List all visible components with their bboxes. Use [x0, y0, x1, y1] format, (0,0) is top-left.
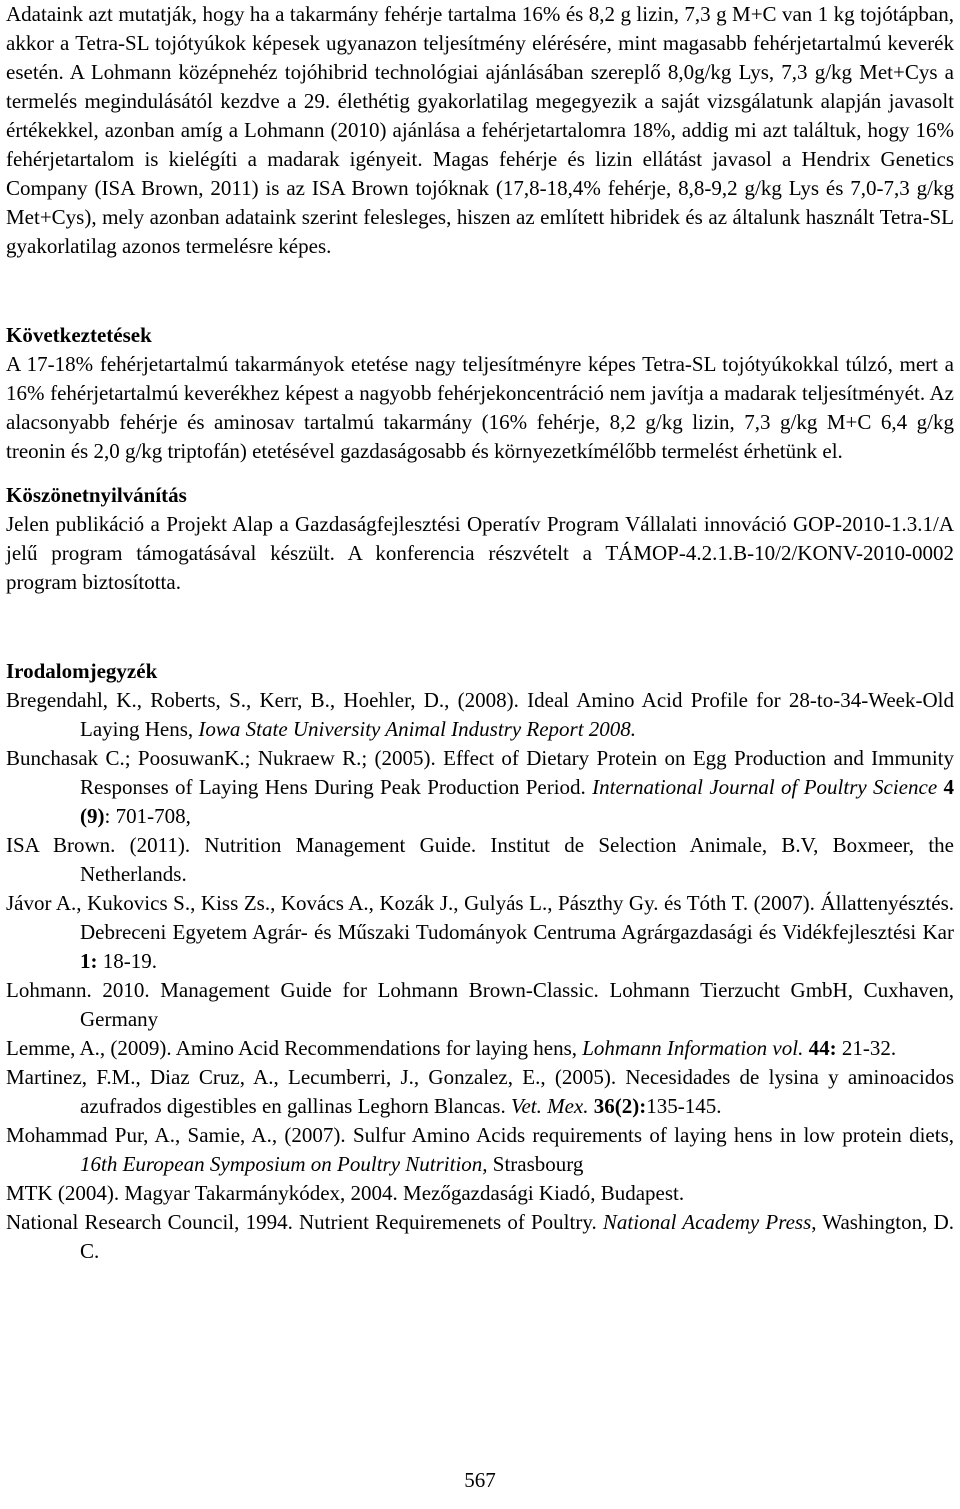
- reference-item: Martinez, F.M., Diaz Cruz, A., Lecumberri, J., Gonzalez, E., (2005). Necesidades de lysina y aminoacidos azufrados digestibles en gallinas Leghorn Blancas. Vet. Mex. 36(2):135-145.: [6, 1065, 954, 1118]
- references-heading: Irodalomjegyzék: [6, 659, 158, 683]
- reference-item: Lemme, A., (2009). Amino Acid Recommendations for laying hens, Lohmann Information vol. 44: 21-32.: [6, 1036, 897, 1060]
- acknowledgements-text: Jelen publikáció a Projekt Alap a Gazdaságfejlesztési Operatív Program Vállalati innováció GOP-2010-1.3.1/A jelű program támogatásával készült. A konferencia részvételt a TÁMOP-4.2.1.B-10/2/KONV-2010-0002 program biztosította.: [6, 512, 954, 594]
- conclusions-text: A 17-18% fehérjetartalmú takarmányok etetése nagy teljesítményre képes Tetra-SL tojótyúkokkal túlzó, mert a 16% fehérjetartalmú keverékhez képest a nagyobb fehérjekoncentráció nem javítja a madarak teljesítményét. Az alacsonyabb fehérje és aminosav tartalmú takarmány (16% fehérje, 8,2 g/kg lizin, 7,3 g/kg M+C 6,4 g/kg treonin és 2,0 g/kg triptofán) etetésével gazdaságosabb és környezetkímélőbb termelést érhetünk el.: [6, 352, 954, 463]
- reference-item: Bunchasak C.; PoosuwanK.; Nukraew R.; (2005). Effect of Dietary Protein on Egg Production and Immunity Responses of Laying Hens During Peak Production Period. International Journal of Poultry Science 4 (9): 701-708,: [6, 746, 955, 828]
- reference-item: MTK (2004). Magyar Takarmánykódex, 2004. Mezőgazdasági Kiadó, Budapest.: [6, 1181, 685, 1205]
- reference-item: National Research Council, 1994. Nutrient Requiremenets of Poultry. National Academy Press, Washington, D. C.: [6, 1210, 954, 1263]
- conclusions-heading: Következtetések: [6, 323, 152, 347]
- reference-item: Bregendahl, K., Roberts, S., Kerr, B., Hoehler, D., (2008). Ideal Amino Acid Profile for 28-to-34-Week-Old Laying Hens, Iowa State University Animal Industry Report 2008.: [6, 688, 954, 741]
- reference-item: Mohammad Pur, A., Samie, A., (2007). Sulfur Amino Acids requirements of laying hens in low protein diets, 16th European Symposium on Poultry Nutrition, Strasbourg: [6, 1123, 954, 1176]
- acknowledgements-heading: Köszönetnyilvánítás: [6, 483, 187, 507]
- page-number: 567: [464, 1468, 496, 1492]
- reference-item: Lohmann. 2010. Management Guide for Lohmann Brown-Classic. Lohmann Tierzucht GmbH, Cuxhaven, Germany: [6, 978, 954, 1031]
- reference-item: Jávor A., Kukovics S., Kiss Zs., Kovács A., Kozák J., Gulyás L., Pászthy Gy. és Tóth T. (2007). Állattenyésztés. Debreceni Egyetem Agrár- és Műszaki Tudományok Centruma Agrárgazdasági és Vidékfejlesztési Kar 1: 18-19.: [6, 891, 954, 973]
- reference-item: ISA Brown. (2011). Nutrition Management Guide. Institut de Selection Animale, B.V, Boxmeer, the Netherlands.: [6, 833, 954, 886]
- page-body: [6, 0, 954, 1266]
- body-paragraph: Adataink azt mutatják, hogy ha a takarmány fehérje tartalma 16% és 8,2 g lizin, 7,3 g M+C van 1 kg tojótápban, akkor a Tetra-SL tojótyúkok képesek ugyanazon teljesítmény elérésére, mint magasabb fehérjetartalmú keverék esetén. A Lohmann középnehéz tojóhibrid technológiai ajánlásában szereplő 8,0g/kg Lys, 7,3 g/kg Met+Cys a termelés megindulásától kezdve a 29. élethétig gyakorlatilag megegyezik a saját vizsgálatunk alapján javasolt értékekkel, azonban amíg a Lohmann (2010) ajánlása a fehérjetartalomra 18%, addig mi azt találtuk, hogy 16% fehérjetartalom is kielégíti a madarak igényeit. Magas fehérje és lizin ellátást javasol a Hendrix Genetics Company (ISA Brown, 2011) is az ISA Brown tojóknak (17,8-18,4% fehérje, 8,8-9,2 g/kg Lys és 7,0-7,3 g/kg Met+Cys), mely azonban adataink szerint felesleges, hiszen az említett hibridek és az általunk használt Tetra-SL gyakorlatilag azonos termelésre képes.: [6, 2, 954, 258]
- reference-list: [6, 686, 954, 1266]
